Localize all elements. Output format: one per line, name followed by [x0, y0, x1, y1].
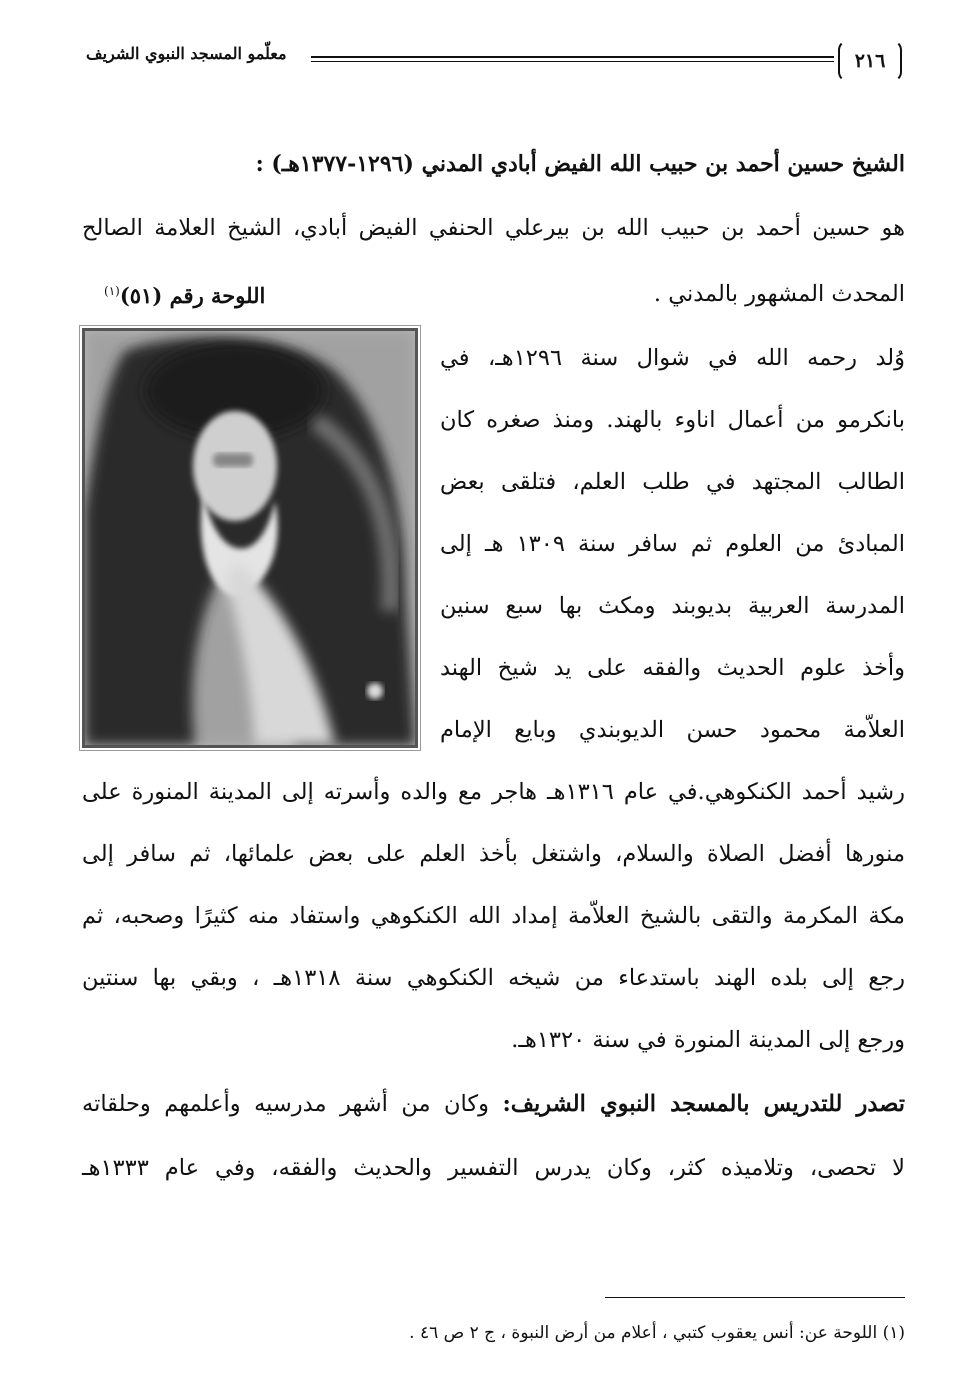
body-line-6: المبادئ من العلوم ثم سافر سنة ١٣٠٩ هـ إلى — [440, 531, 905, 557]
teaching-paragraph-line — [82, 1093, 905, 1116]
body-line-14: ورجع إلى المدينة المنورة في سنة ١٣٢٠هـ. — [511, 1027, 905, 1053]
footnote: (١) اللوحة عن: أنس يعقوب كتبي ، أعلام من أرض النبوة ، ج ٢ ص ٤٦ . — [409, 1323, 905, 1343]
body-line-8: وأخذ علوم الحديث والفقه على يد شيخ الهند — [440, 655, 905, 681]
section-heading: الشيخ حسين أحمد بن حبيب الله الفيض أبادي المدني (١٢٩٦-١٣٧٧هـ) : — [255, 151, 905, 177]
footnote-rule — [605, 1297, 905, 1298]
body-line-9: العلاّمة محمود حسن الديوبندي وبايع الإمام — [440, 717, 905, 743]
body-last-line: لا تحصى، وتلاميذه كثر، وكان يدرس التفسير والحديث والفقه، وفي عام ١٣٣٣هـ — [82, 1155, 905, 1181]
body-line-12: مكة المكرمة والتقى بالشيخ العلاّمة إمداد الله الكنكوهي واستفاد منه كثيرًا وصحبه، ثم — [82, 903, 905, 929]
footnote-ref: (١) — [104, 284, 120, 298]
page-header — [86, 36, 902, 88]
header-rule — [311, 56, 834, 62]
teaching-lead: تصدر للتدريس بالمسجد النبوي الشريف: — [502, 1091, 906, 1117]
body-line-2: المحدث المشهور بالمدني . — [653, 281, 905, 307]
plate-label: اللوحة رقم (٥١) — [119, 283, 266, 308]
portrait-image — [85, 331, 415, 745]
body-line-10: رشيد أحمد الكنكوهي.في عام ١٣١٦هـ هاجر مع والده وأسرته إلى المدينة المنورة على — [82, 779, 905, 805]
portrait-photo — [82, 328, 418, 748]
body-line-3: وُلد رحمه الله في شوال سنة ١٢٩٦هـ، في — [440, 345, 905, 371]
teaching-rest: وكان من أشهر مدرسيه وأعلمهم وحلقاته — [82, 1091, 503, 1117]
body-line-11: منورها أفضل الصلاة والسلام، واشتغل بأخذ العلم على بعض علمائها، ثم سافر إلى — [82, 841, 905, 867]
body-line-4: بانكرمو من أعمال اناوء بالهند. ومنذ صغره كان — [440, 407, 905, 433]
body-line-7: المدرسة العربية بديوبند ومكث بها سبع سنين — [440, 593, 905, 619]
body-line-5: الطالب المجتهد في طلب العلم، فتلقى بعض — [440, 469, 905, 495]
body-line-1: هو حسين أحمد بن حبيب الله بن بيرعلي الحنفي الفيض أبادي، الشيخ العلامة الصالح — [82, 215, 905, 241]
body-line-13: رجع إلى بلده الهند باستدعاء من شيخه الكنكوهي سنة ١٣١٨هـ ، وبقي بها سنتين — [82, 965, 905, 991]
page-number: ٢١٦ — [838, 40, 902, 82]
plate-caption — [104, 283, 265, 308]
running-title: معلّمو المسجد النبوي الشريف — [86, 44, 287, 63]
